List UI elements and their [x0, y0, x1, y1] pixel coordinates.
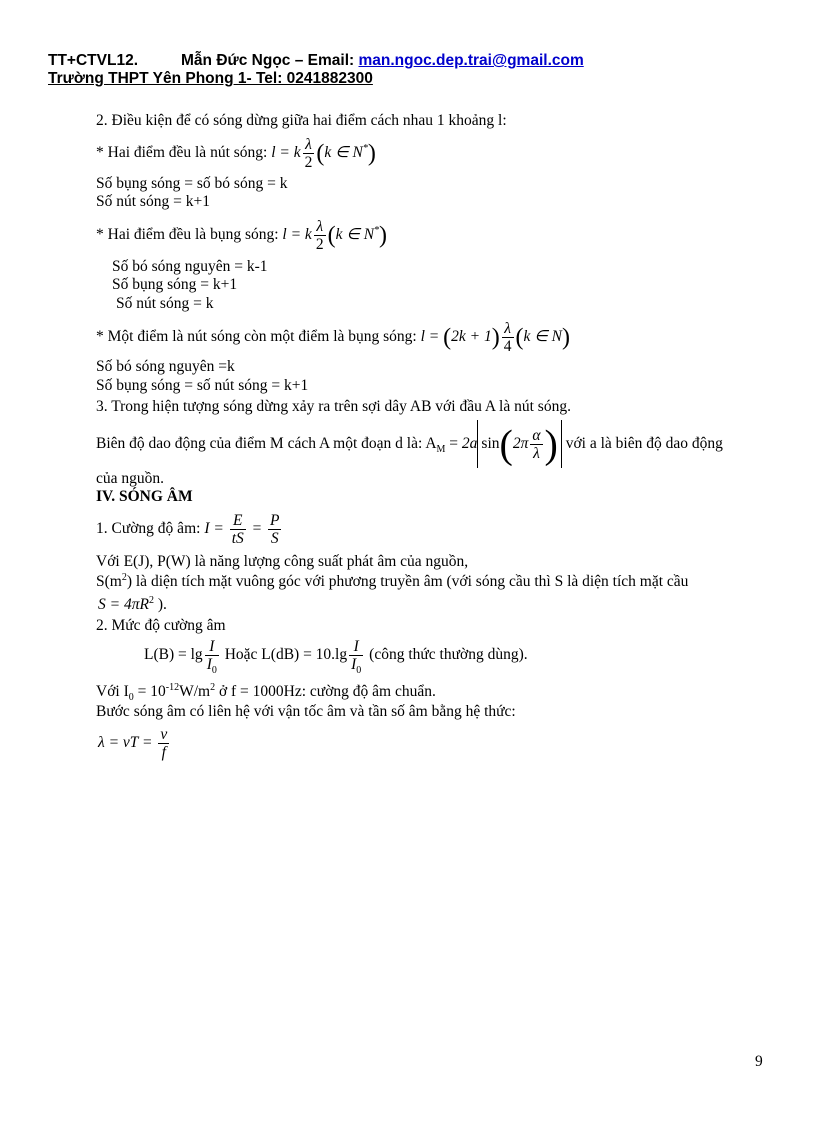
formula-nodes: l = k $\frac{\lambda}{2}$ (k ∈ N*)	[271, 136, 376, 171]
school-line: Trường THPT Yên Phong 1- Tel: 0241882300	[48, 70, 373, 87]
case2-line3: Số nút sóng = k	[116, 295, 214, 312]
sphere-area: $S = 4\pi R^2$ ).	[98, 594, 167, 613]
reference-line: Với $I_0 = 10^{-12}W/m^2$ ở f = 1000Hz: cường độ âm chuẩn.	[96, 681, 436, 704]
amplitude-cont: của nguồn.	[96, 470, 165, 487]
case2-line	[96, 218, 387, 253]
formula-mixed: l = (2k + 1) $\frac{\lambda}{4}$ (k ∈ N)	[420, 320, 570, 355]
case1-label: * Hai điểm đều là nút sóng:	[96, 144, 268, 162]
wave-line: Bước sóng âm có liên hệ với vận tốc âm và tần số âm bằng hệ thức:	[96, 703, 516, 720]
case1-line	[96, 136, 376, 171]
area-line: $S(m^2)$ là diện tích mặt vuông góc với phương truyền âm (với sóng cầu thì S là diện tích mặt cầu	[96, 571, 689, 590]
item2-title: 2. Điều kiện để có sóng dừng giữa hai điểm cách nhau 1 khoảng l:	[96, 112, 507, 129]
level-formula-line: L(B) = lg $\frac{I}{I_0}$ Hoặc L(dB) = 10.lg $\frac{I}{I_0}$ (công thức thường dùng).	[144, 638, 528, 677]
item3-title: 3. Trong hiện tượng sóng dừng xảy ra trên sợi dây AB với đầu A là nút sóng.	[96, 398, 571, 415]
case1-line1: Số bụng sóng = số bó sóng = k	[96, 175, 288, 192]
intensity-formula: I = $\frac{E}{tS}$ = $\frac{P}{S}$	[204, 512, 280, 547]
formula-antinodes: l = k $\frac{\lambda}{2}$ (k ∈ N*)	[282, 218, 388, 253]
wavelength-formula: λ = vT = $\frac{v}{f}$	[98, 726, 168, 761]
amplitude-line: Biên độ dao động của điểm M cách A một đoạn d là: $A_M = 2a$ sin(2π $\frac{\alpha}{\lambda}$ ) với a là biên độ dao động	[96, 421, 723, 467]
intensity-line: 1. Cường độ âm: I = $\frac{E}{tS}$ = $\frac{P}{S}$	[96, 512, 283, 547]
header-line-1	[48, 52, 584, 70]
case3-line2: Số bụng sóng = số nút sóng = k+1	[96, 377, 309, 394]
page-number: 9	[755, 1053, 763, 1070]
amplitude-formula: 2a sin(2π $\frac{\alpha}{\lambda}$ )	[462, 435, 562, 452]
energy-line: Với E(J), P(W) là năng lượng công suất phát âm của nguồn,	[96, 553, 469, 570]
case3-line	[96, 320, 570, 355]
author-info: Mẫn Đức Ngọc – Email:	[181, 52, 359, 69]
case3-label: * Một điểm là nút sóng còn một điểm là bụng sóng:	[96, 328, 417, 346]
case2-label: * Hai điểm đều là bụng sóng:	[96, 226, 279, 244]
case2-line1: Số bó sóng nguyên = k-1	[112, 258, 268, 275]
case1-line2: Số nút sóng = k+1	[96, 193, 210, 210]
section-4-heading: IV. SÓNG ÂM	[96, 488, 193, 505]
course-code: TT+CTVL12.	[48, 52, 139, 69]
case3-line1: Số bó sóng nguyên =k	[96, 358, 235, 375]
level-title: 2. Mức độ cường âm	[96, 617, 226, 634]
email-link[interactable]: man.ngoc.dep.trai@gmail.com	[358, 52, 584, 69]
case2-line2: Số bụng sóng = k+1	[112, 276, 238, 293]
